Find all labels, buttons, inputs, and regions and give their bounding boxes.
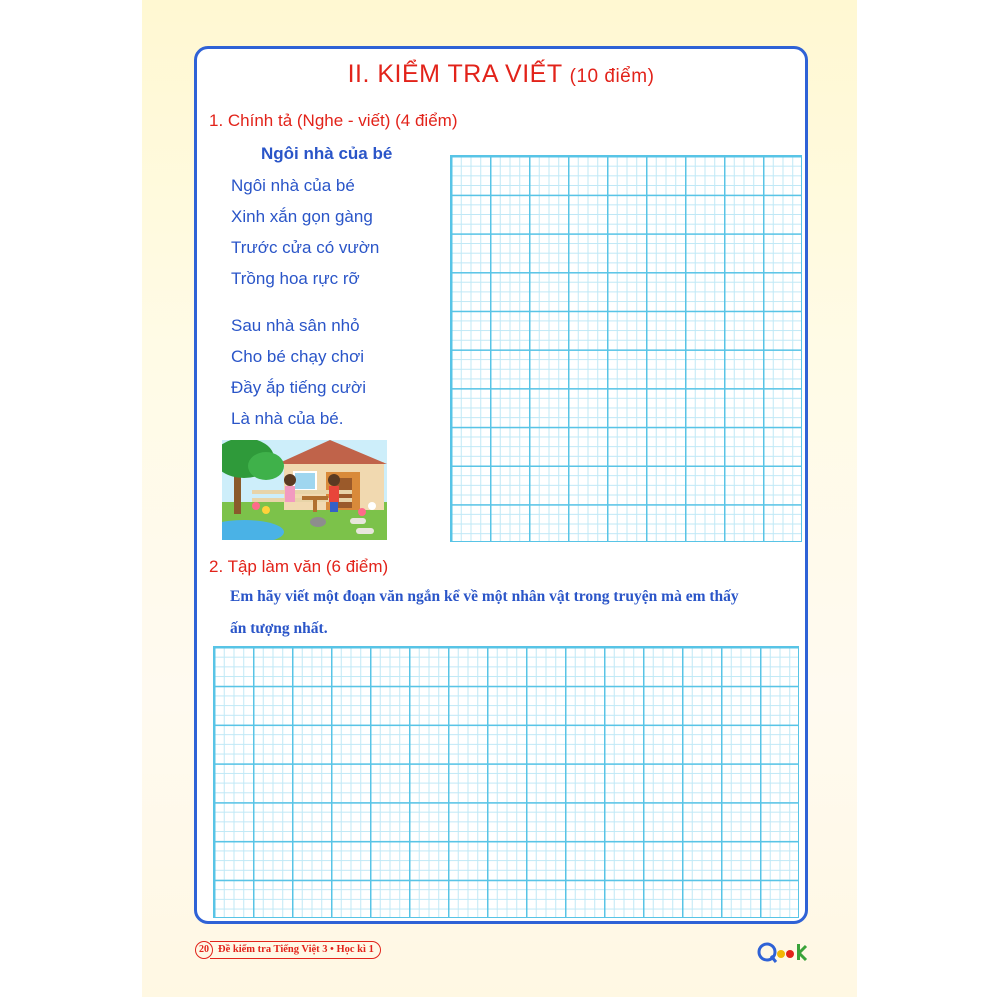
- writing-task-line: ấn tượng nhất.: [230, 620, 328, 637]
- poem-line: Cho bé chạy chơi: [231, 347, 365, 366]
- poem-line: Đầy ắp tiếng cười: [231, 378, 366, 397]
- poem-line: Sau nhà sân nhỏ: [231, 316, 360, 335]
- poem-line: Xinh xắn gọn gàng: [231, 207, 373, 226]
- part2-heading: 2. Tập làm văn (6 điểm): [209, 557, 389, 576]
- writing-task-line: Em hãy viết một đoạn văn ngắn kể về một nhân vật trong truyện mà em thấy: [230, 588, 739, 605]
- handwriting-grid-essay[interactable]: [213, 646, 799, 918]
- part1-heading: 1. Chính tả (Nghe - viết) (4 điểm): [209, 111, 458, 130]
- book-title: Đề kiểm tra Tiếng Việt 3 • Học kì 1: [210, 941, 381, 959]
- poem-line: Là nhà của bé.: [231, 409, 344, 428]
- house-illustration: [222, 440, 387, 540]
- poem-line: Trước cửa có vườn: [231, 238, 380, 257]
- section-title-text: II. KIỂM TRA VIẾT: [347, 60, 563, 88]
- handwriting-grid-dictation[interactable]: [450, 155, 802, 542]
- section-title: [194, 60, 808, 89]
- section-points: (10 điểm): [569, 66, 655, 87]
- poem-line: Trồng hoa rực rỡ: [231, 269, 360, 288]
- poem-title: Ngôi nhà của bé: [261, 144, 393, 163]
- page-number: 20: [195, 941, 213, 959]
- publisher-logo: [757, 938, 809, 966]
- poem-line: Ngôi nhà của bé: [231, 176, 355, 195]
